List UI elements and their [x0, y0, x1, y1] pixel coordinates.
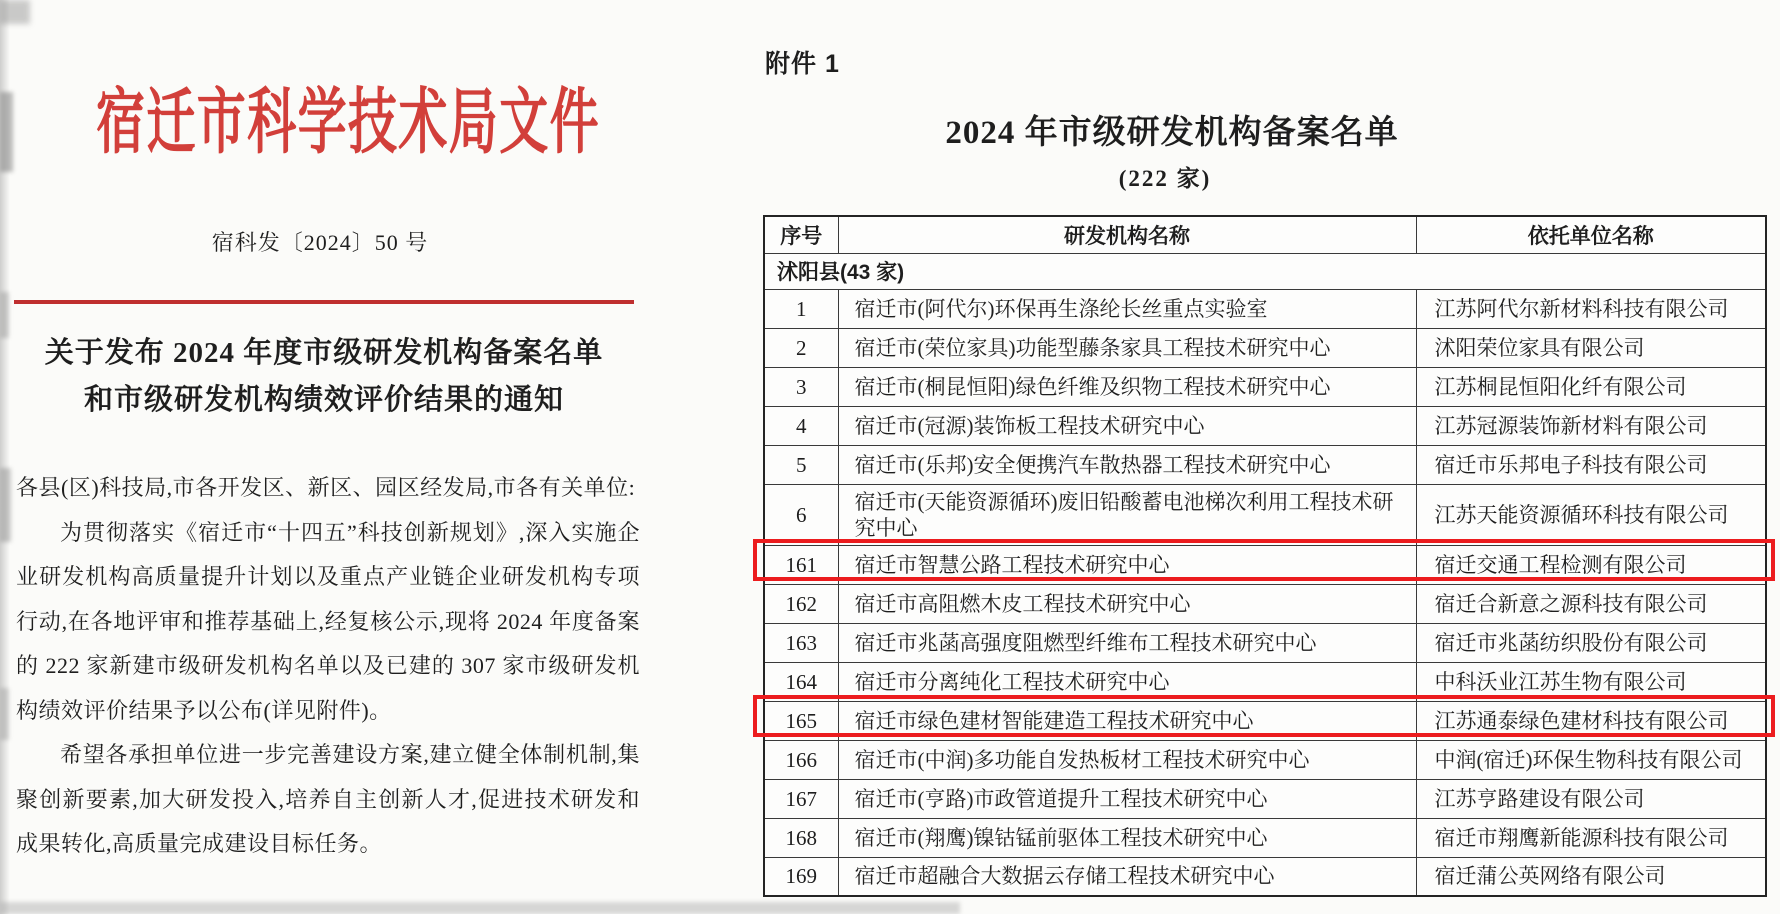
row-number: 166: [764, 740, 838, 779]
org-name: 宿迁市(荣位家具)功能型藤条家具工程技术研究中心: [838, 328, 1416, 367]
company-name: 江苏冠源装饰新材料有限公司: [1416, 406, 1766, 445]
table-header-row: [764, 216, 1766, 253]
row-number: 5: [764, 445, 838, 484]
table-row: [764, 857, 1766, 896]
column-header-2: 依托单位名称: [1416, 216, 1766, 253]
document-number: 宿科发〔2024〕50 号: [211, 230, 429, 255]
attachment-subtitle: (222 家): [1118, 166, 1212, 191]
row-number: 167: [764, 779, 838, 818]
county-section-label: 沭阳县(43 家): [764, 253, 1766, 289]
table-row: [764, 701, 1766, 740]
row-number: 1: [764, 289, 838, 328]
company-name: 江苏通泰绿色建材科技有限公司: [1416, 701, 1766, 740]
org-name: 宿迁市(亨路)市政管道提升工程技术研究中心: [838, 779, 1416, 818]
document-title-line2: 和市级研发机构绩效评价结果的通知: [83, 384, 564, 416]
org-name: 宿迁市兆菡高强度阻燃型纤维布工程技术研究中心: [838, 623, 1416, 662]
company-name: 宿迁合新意之源科技有限公司: [1416, 584, 1766, 623]
row-number: 162: [764, 584, 838, 623]
official-document-page: [0, 0, 660, 914]
company-name: 沭阳荣位家具有限公司: [1416, 328, 1766, 367]
company-name: 宿迁市翔鹰新能源科技有限公司: [1416, 818, 1766, 857]
row-number: 168: [764, 818, 838, 857]
paragraph-1: 为贯彻落实《宿迁市“十四五”科技创新规划》,深入实施企业研发机构高质量提升计划以及重点产业链企业研发机构专项行动,在各地评审和推荐基础上,经复核公示,现将 2024 年度备案的 222 家新建市级研发机构名单以及已建的 307 家市级研发机构绩效评价结果予以公布(详见附件)。: [16, 519, 640, 723]
row-number: 6: [764, 484, 838, 545]
roster-table: [763, 215, 1767, 897]
org-name: 宿迁市智慧公路工程技术研究中心: [838, 545, 1416, 584]
org-name: 宿迁市(阿代尔)环保再生涤纶长丝重点实验室: [838, 289, 1416, 328]
company-name: 江苏亨路建设有限公司: [1416, 779, 1766, 818]
company-name: 宿迁市兆菡纺织股份有限公司: [1416, 623, 1766, 662]
org-name: 宿迁市高阻燃木皮工程技术研究中心: [838, 584, 1416, 623]
table-row: [764, 289, 1766, 328]
org-name: 宿迁市(翔鹰)镍钴锰前驱体工程技术研究中心: [838, 818, 1416, 857]
row-number: 3: [764, 367, 838, 406]
table-row: [764, 484, 1766, 545]
table-row: [764, 779, 1766, 818]
company-name: 宿迁蒲公英网络有限公司: [1416, 857, 1766, 896]
document-title-line1: 关于发布 2024 年度市级研发机构备案名单: [44, 337, 604, 369]
company-name: 中科沃业江苏生物有限公司: [1416, 662, 1766, 701]
org-name: 宿迁市超融合大数据云存储工程技术研究中心: [838, 857, 1416, 896]
table-row: [764, 623, 1766, 662]
row-number: 165: [764, 701, 838, 740]
table-row: [764, 740, 1766, 779]
company-name: 宿迁市乐邦电子科技有限公司: [1416, 445, 1766, 484]
salutation-text: 各县(区)科技局,市各开发区、新区、园区经发局,市各有关单位:: [16, 475, 636, 500]
company-name: 江苏桐昆恒阳化纤有限公司: [1416, 367, 1766, 406]
org-name: 宿迁市(冠源)装饰板工程技术研究中心: [838, 406, 1416, 445]
red-divider-line: [14, 300, 634, 304]
org-name: 宿迁市(中润)多功能自发热板材工程技术研究中心: [838, 740, 1416, 779]
attachment-page: [660, 0, 1780, 914]
org-name: 宿迁市分离纯化工程技术研究中心: [838, 662, 1416, 701]
table-row: [764, 818, 1766, 857]
roster-table-wrapper: [763, 215, 1765, 897]
table-row: [764, 406, 1766, 445]
org-name: 宿迁市绿色建材智能建造工程技术研究中心: [838, 701, 1416, 740]
column-header-0: 序号: [764, 216, 838, 253]
row-number: 169: [764, 857, 838, 896]
paragraph-2: 希望各承担单位进一步完善建设方案,建立健全体制机制,集聚创新要素,加大研发投入,培养自主创新人才,促进技术研发和成果转化,高质量完成建设目标任务。: [16, 742, 640, 856]
row-number: 2: [764, 328, 838, 367]
org-name: 宿迁市(乐邦)安全便携汽车散热器工程技术研究中心: [838, 445, 1416, 484]
org-name: 宿迁市(天能资源循环)废旧铅酸蓄电池梯次利用工程技术研究中心: [838, 484, 1416, 545]
table-row: [764, 584, 1766, 623]
company-name: 江苏天能资源循环科技有限公司: [1416, 484, 1766, 545]
row-number: 161: [764, 545, 838, 584]
table-row: [764, 662, 1766, 701]
county-section-row: [764, 253, 1766, 289]
row-number: 163: [764, 623, 838, 662]
document-body: [16, 466, 640, 867]
attachment-label: 附件 1: [765, 50, 840, 78]
table-row: [764, 367, 1766, 406]
company-name: 江苏阿代尔新材料科技有限公司: [1416, 289, 1766, 328]
column-header-1: 研发机构名称: [838, 216, 1416, 253]
row-number: 164: [764, 662, 838, 701]
document-title: [0, 330, 648, 424]
table-row: [764, 545, 1766, 584]
attachment-title: 2024 年市级研发机构备案名单: [945, 115, 1399, 151]
table-row: [764, 328, 1766, 367]
row-number: 4: [764, 406, 838, 445]
company-name: 宿迁交通工程检测有限公司: [1416, 545, 1766, 584]
document-masthead: 宿迁市科学技术局文件: [96, 84, 600, 163]
org-name: 宿迁市(桐昆恒阳)绿色纤维及织物工程技术研究中心: [838, 367, 1416, 406]
table-row: [764, 445, 1766, 484]
company-name: 中润(宿迁)环保生物科技有限公司: [1416, 740, 1766, 779]
